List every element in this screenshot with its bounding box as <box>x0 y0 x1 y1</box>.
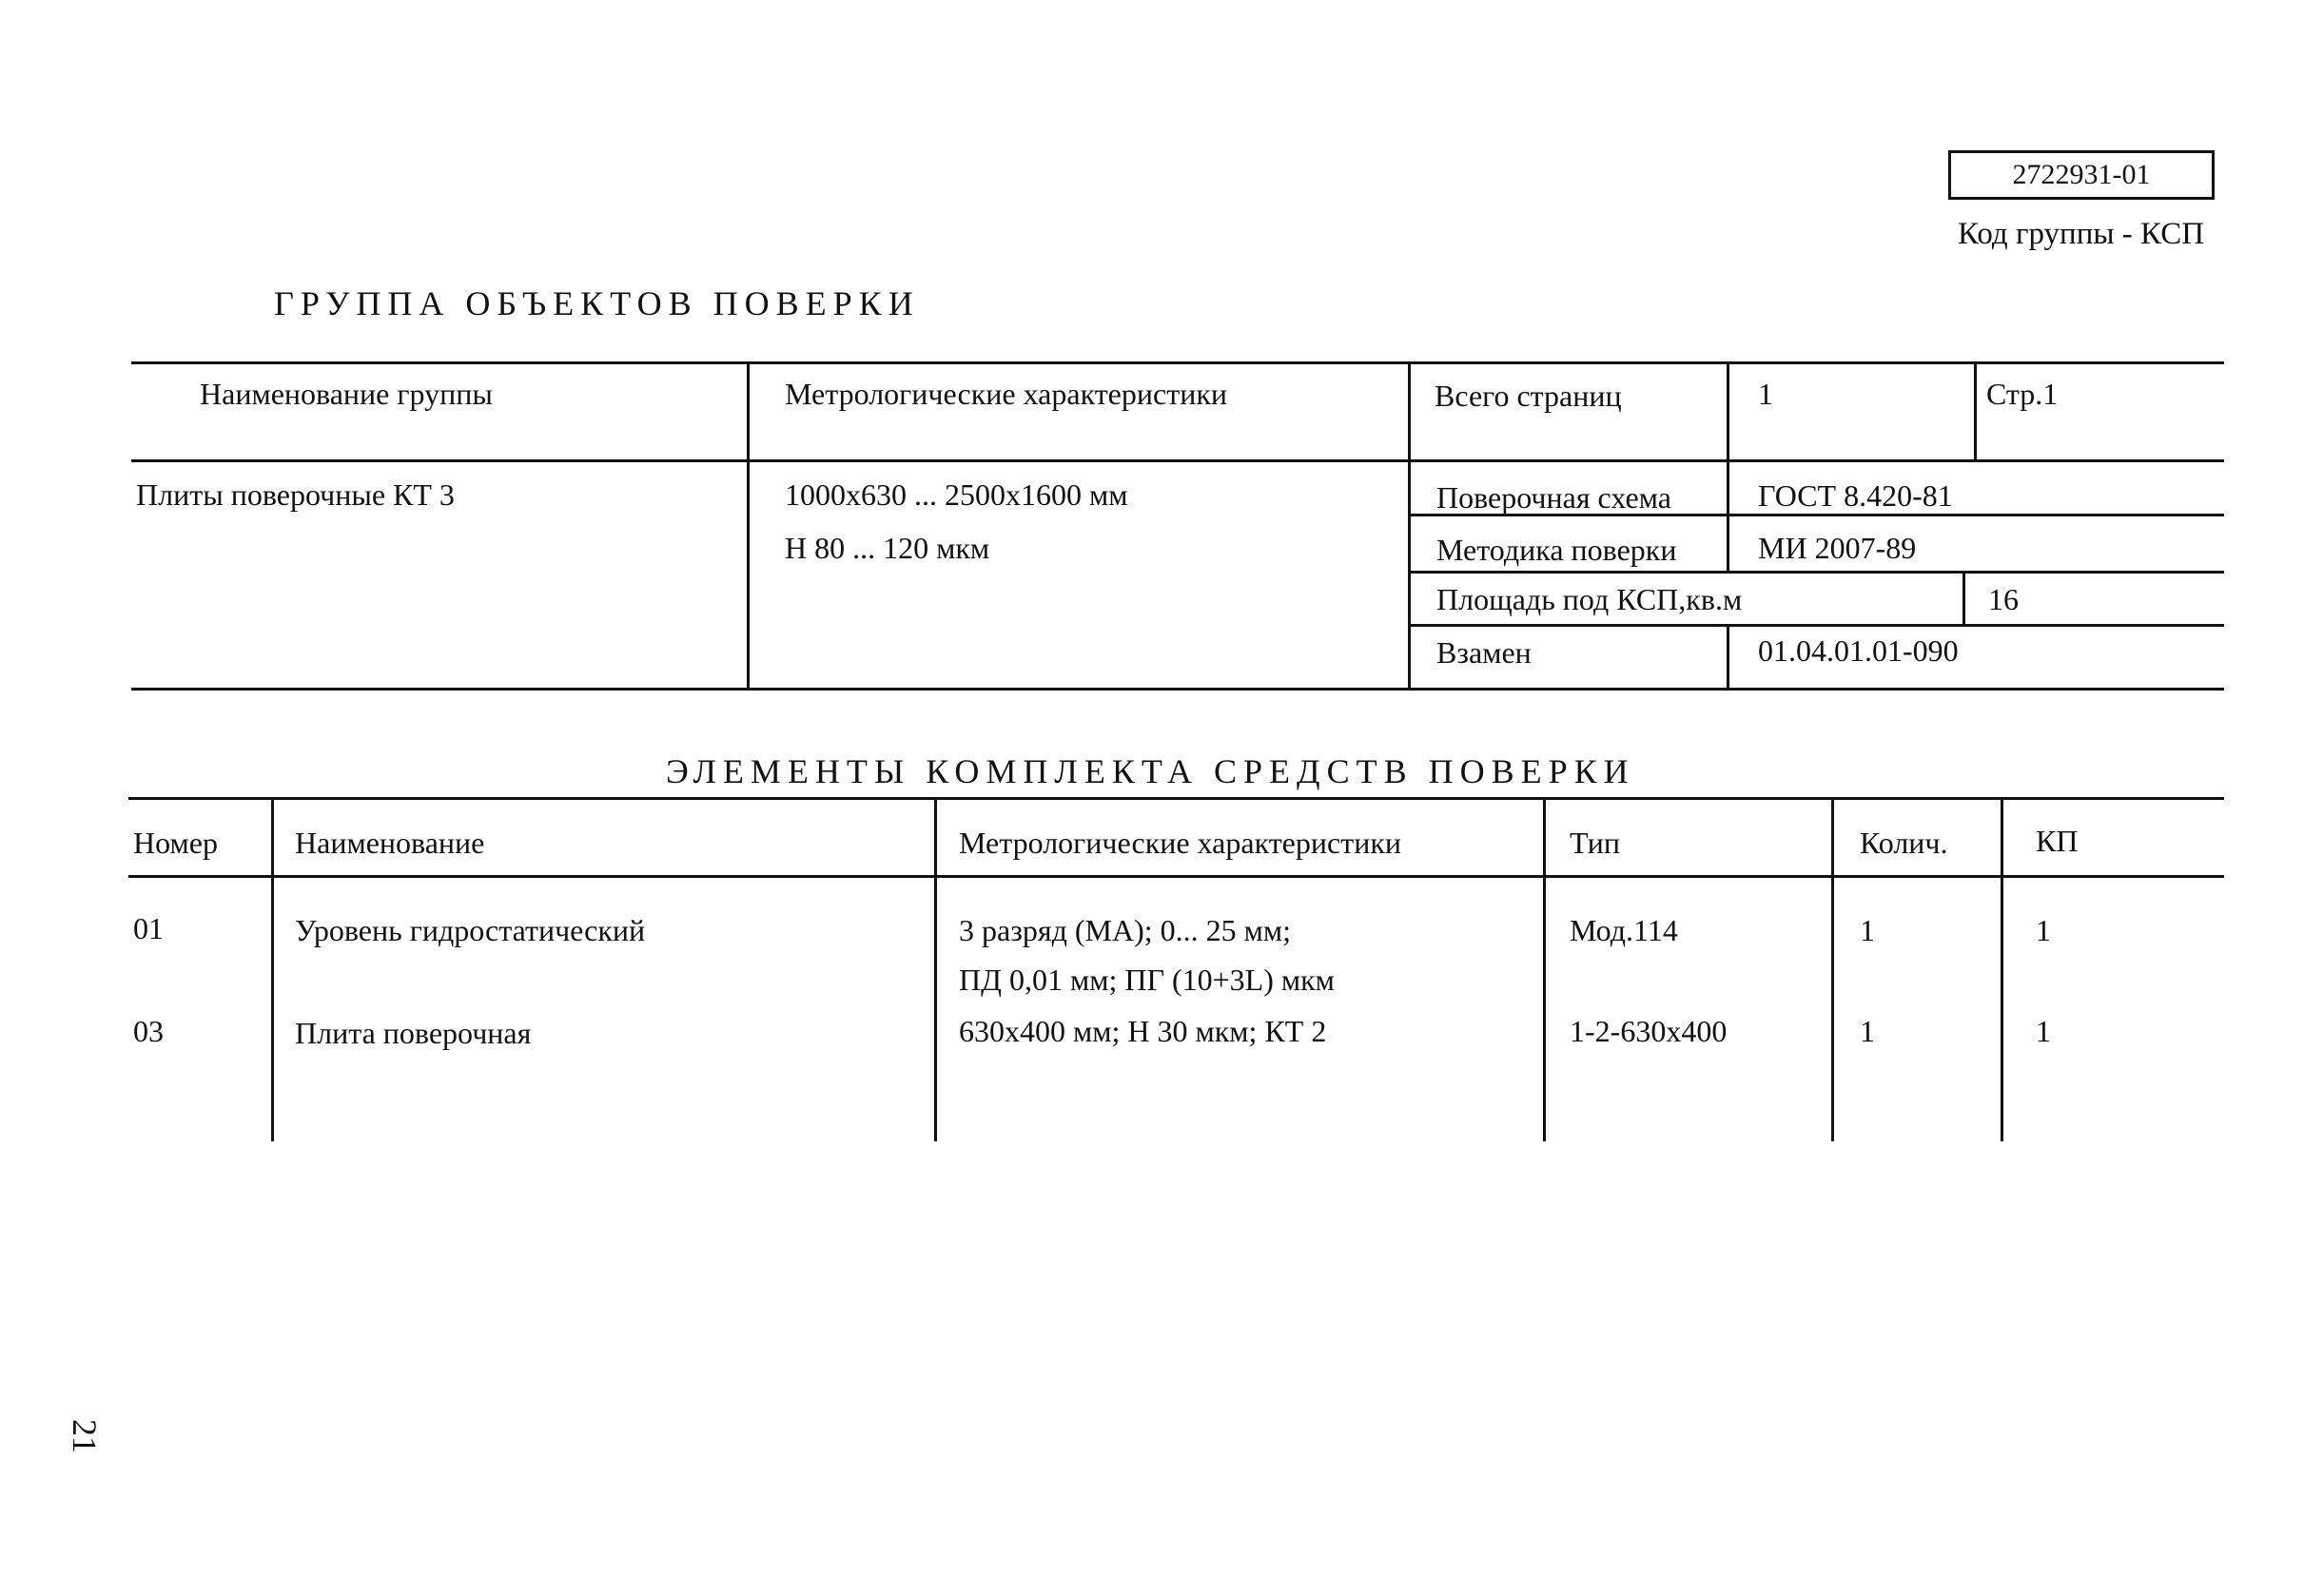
table-row-number: 01 <box>133 911 164 945</box>
elements-col-divider-1 <box>271 797 274 1141</box>
group-col-divider-2 <box>1408 361 1411 690</box>
elements-col-divider-4 <box>1831 797 1834 1141</box>
elements-header-type: Тип <box>1570 826 1620 860</box>
group-col-divider-1 <box>747 361 750 690</box>
table-row-metrology-line-1: 630x400 мм; Н 30 мкм; КТ 2 <box>959 1014 1327 1048</box>
field-value-replaces: 01.04.01.01-090 <box>1758 633 1959 668</box>
group-table-bottom-rule <box>131 688 2224 691</box>
elements-col-divider-2 <box>934 797 937 1141</box>
field-value-verification-scheme: ГОСТ 8.420-81 <box>1758 478 1953 513</box>
elements-table-top-rule <box>128 797 2224 800</box>
group-metrology-line-1: 1000x630 ... 2500x1600 мм <box>785 477 1128 512</box>
field-value-method: МИ 2007-89 <box>1758 531 1917 565</box>
table-row-kp: 1 <box>2036 913 2051 947</box>
elements-section-title: ЭЛЕМЕНТЫ КОМПЛЕКТА СРЕДСТВ ПОВЕРКИ <box>666 752 1635 790</box>
group-field-rule-2 <box>1410 571 2224 574</box>
table-row-kp: 1 <box>2036 1014 2051 1048</box>
table-row-type: Мод.114 <box>1570 913 1678 947</box>
group-header-name: Наименование группы <box>200 377 493 411</box>
elements-header-name: Наименование <box>295 826 485 860</box>
table-row-number: 03 <box>133 1014 164 1048</box>
group-table-top-rule <box>131 361 2224 364</box>
group-col-divider-3 <box>1727 361 1729 514</box>
table-row-qty: 1 <box>1860 1014 1875 1048</box>
group-header-total-pages-value: 1 <box>1758 377 1773 411</box>
table-row-metrology-line-2: ПД 0,01 мм; ПГ (10+3L) мкм <box>959 963 1335 997</box>
group-metrology-line-2: H 80 ... 120 мкм <box>785 531 990 565</box>
group-col-divider-4 <box>1727 514 1729 571</box>
elements-header-number: Номер <box>133 826 218 860</box>
group-col-divider-6 <box>1727 624 1729 690</box>
elements-header-qty: Колич. <box>1860 826 1948 860</box>
field-value-area: 16 <box>1988 582 2019 616</box>
group-col-divider-7 <box>1974 361 1977 459</box>
field-label-verification-scheme: Поверочная схема <box>1436 480 1671 515</box>
group-col-divider-5 <box>1962 571 1965 624</box>
group-header-metrology: Метрологические характеристики <box>785 377 1227 411</box>
group-table-header-rule <box>131 459 2224 462</box>
field-label-replaces: Взамен <box>1436 635 1532 670</box>
page-number: 21 <box>66 1419 104 1453</box>
group-header-total-pages: Всего страниц <box>1435 379 1622 413</box>
elements-table-header-rule <box>128 875 2224 878</box>
group-code-caption: Код группы - КСП <box>1958 217 2205 251</box>
group-section-title: ГРУППА ОБЪЕКТОВ ПОВЕРКИ <box>274 284 920 322</box>
elements-col-divider-5 <box>2001 797 2003 1141</box>
table-row-name: Уровень гидростатический <box>295 913 646 947</box>
group-code-box: 2722931-01 <box>1948 150 2215 200</box>
elements-header-metrology: Метрологические характеристики <box>959 826 1401 860</box>
table-row-type: 1-2-630x400 <box>1570 1014 1728 1048</box>
field-label-area: Площадь под КСП,кв.м <box>1436 582 1743 616</box>
table-row-qty: 1 <box>1860 913 1875 947</box>
group-field-rule-3 <box>1410 624 2224 627</box>
field-label-method: Методика поверки <box>1436 533 1677 567</box>
group-name: Плиты поверочные КТ 3 <box>136 477 455 512</box>
table-row-metrology-line-1: 3 разряд (МА); 0... 25 мм; <box>959 913 1291 947</box>
elements-header-kp: КП <box>2036 824 2079 858</box>
group-header-page: Стр.1 <box>1986 377 2059 411</box>
table-row-name: Плита поверочная <box>295 1016 532 1050</box>
elements-col-divider-3 <box>1543 797 1546 1141</box>
